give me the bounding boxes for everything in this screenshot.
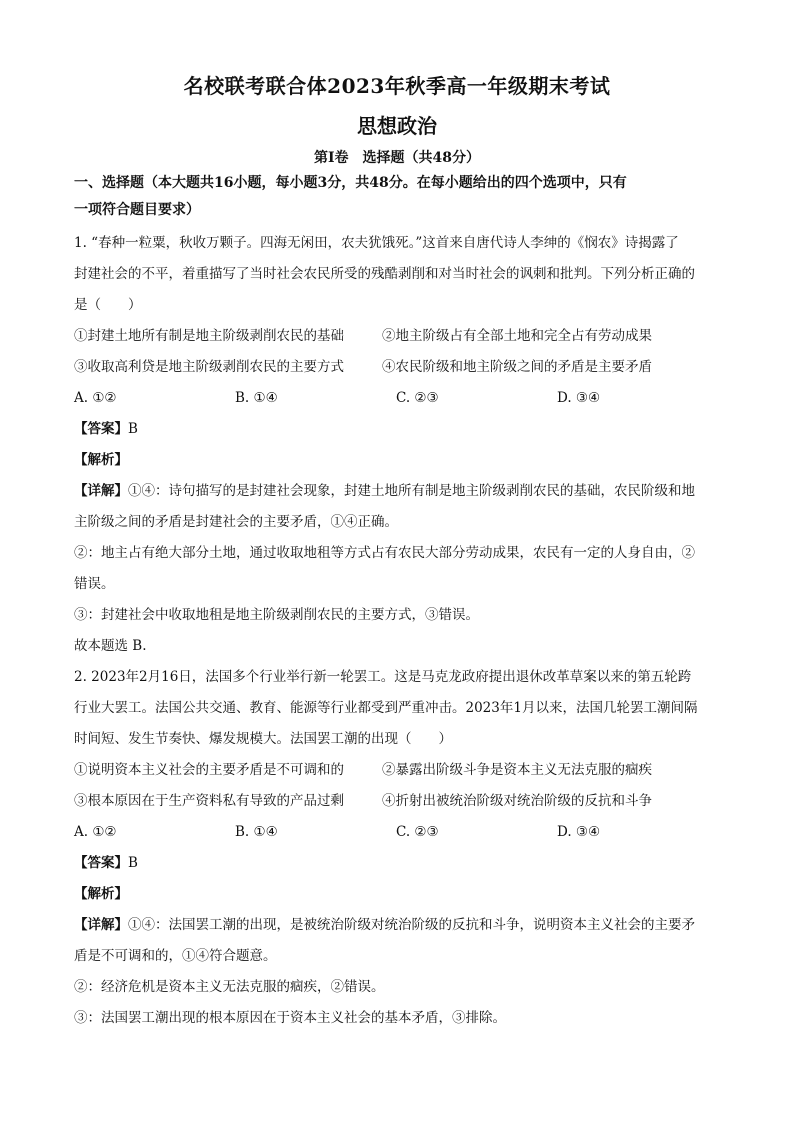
q1-option-a: A. ①②	[74, 390, 117, 406]
part-heading: 第Ⅰ卷 选择题（共48分）	[313, 150, 481, 166]
q2-option-b: B. ①④	[235, 824, 278, 840]
exam-content	[74, 170, 724, 1034]
detail-label: 【详解】	[74, 483, 128, 499]
question-2	[74, 662, 724, 1034]
q1-stem-line: 是（ ）	[74, 297, 142, 313]
q2-statements-row	[74, 755, 724, 786]
q1-option-c: C. ②③	[396, 390, 439, 406]
detail-label: 【详解】	[74, 917, 128, 933]
q2-detail-line: ③：法国罢工潮出现的根本原因在于资本主义社会的基本矛盾，③排除。	[74, 1010, 506, 1026]
q2-stem-line: 2. 2023年2月16日，法国多个行业举行新一轮罢工。这是马克龙政府提出退休改革草案以来的第五轮跨	[74, 669, 692, 685]
analysis-label: 【解析】	[74, 886, 128, 902]
q1-detail-line: ③：封建社会中收取地租是地主阶级剥削农民的主要方式，③错误。	[74, 607, 479, 623]
q1-detail-line: 错误。	[74, 576, 115, 592]
detail-text: ①④：法国罢工潮的出现，是被统治阶级对统治阶级的反抗和斗争，说明资本主义社会的主要矛	[128, 917, 695, 933]
detail-text: ①④：诗句描写的是封建社会现象，封建土地所有制是地主阶级剥削农民的基础，农民阶级和地	[128, 483, 695, 499]
q1-statement-2: ②地主阶级占有全部土地和完全占有劳动成果	[382, 328, 652, 344]
answer-label: 【答案】	[74, 421, 128, 437]
q2-detail-line: 盾是不可调和的，①④符合题意。	[74, 948, 277, 964]
q1-statements-row	[74, 352, 724, 383]
q1-stem-line: 1. “春种一粒粟，秋收万颗子。四海无闲田，农夫犹饿死。”这首来自唐代诗人李绅的《悯农》诗揭露了	[74, 235, 679, 251]
answer-label: 【答案】	[74, 855, 128, 871]
q1-option-b: B. ①④	[235, 390, 278, 406]
q2-statements-row	[74, 786, 724, 817]
q2-statement-3: ③根本原因在于生产资料私有导致的产品过剩	[74, 793, 344, 809]
answer-value: B	[128, 421, 138, 437]
answer-value: B	[128, 855, 138, 871]
section-title-line-2: 一项符合题目要求）	[74, 202, 200, 218]
q1-detail-line	[74, 476, 724, 507]
q1-statements-row	[74, 321, 724, 352]
q2-analysis	[74, 879, 724, 910]
q2-options	[74, 817, 724, 848]
exam-subject: 思想政治	[357, 114, 437, 138]
q1-detail-line: ②：地主占有绝大部分土地，通过收取地租等方式占有农民大部分劳动成果，农民有一定的人身自由，②	[74, 545, 695, 561]
q2-stem-line: 行业大罢工。法国公共交通、教育、能源等行业都受到严重冲击。2023年1月以来，法国几轮罢工潮间隔	[74, 700, 698, 716]
q2-detail-line	[74, 910, 724, 941]
q1-option-d: D. ③④	[557, 390, 601, 406]
question-1	[74, 228, 724, 662]
q1-statement-1: ①封建土地所有制是地主阶级剥削农民的基础	[74, 328, 344, 344]
q2-answer	[74, 848, 724, 879]
q1-statement-4: ④农民阶级和地主阶级之间的矛盾是主要矛盾	[382, 359, 652, 375]
q1-answer	[74, 414, 724, 445]
analysis-label: 【解析】	[74, 452, 128, 468]
q1-detail-line: 主阶级之间的矛盾是封建社会的主要矛盾，①④正确。	[74, 514, 398, 530]
q1-options	[74, 383, 724, 414]
q2-statement-4: ④折射出被统治阶级对统治阶级的反抗和斗争	[382, 793, 652, 809]
q2-statement-1: ①说明资本主义社会的主要矛盾是不可调和的	[74, 762, 344, 778]
section-title-line-1: 一、选择题（本大题共16小题，每小题3分，共48分。在每小题给出的四个选项中，只有	[74, 175, 627, 191]
q1-statement-3: ③收取高利贷是地主阶级剥削农民的主要方式	[74, 359, 344, 375]
q2-option-a: A. ①②	[74, 824, 117, 840]
exam-title: 名校联考联合体2023年秋季高一年级期末考试	[183, 74, 611, 98]
q2-option-d: D. ③④	[557, 824, 601, 840]
q2-stem-line: 时间短、发生节奏快、爆发规模大。法国罢工潮的出现（ ）	[74, 731, 452, 747]
q2-statement-2: ②暴露出阶级斗争是资本主义无法克服的痼疾	[382, 762, 652, 778]
q2-option-c: C. ②③	[396, 824, 439, 840]
q1-detail-line: 故本题选 B.	[74, 638, 147, 654]
q1-stem-line: 封建社会的不平，着重描写了当时社会农民所受的残酷剥削和对当时社会的讽刺和批判。下列分析正确的	[74, 266, 695, 282]
q2-detail-line: ②：经济危机是资本主义无法克服的痼疾，②错误。	[74, 979, 385, 995]
q1-analysis	[74, 445, 724, 476]
